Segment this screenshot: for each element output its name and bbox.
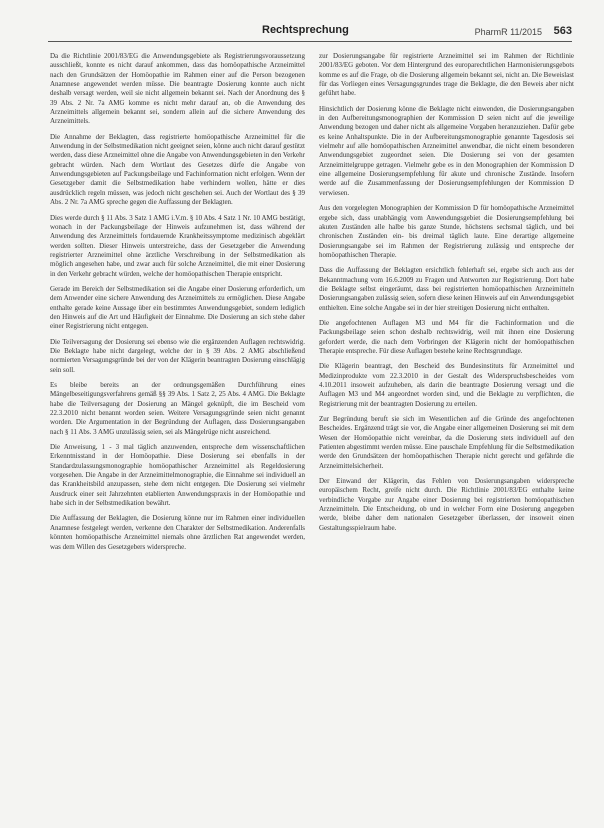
paragraph: Die Auffassung der Beklagten, die Dosierung könne nur im Rahmen einer individuellen Anamnese festgelegt werden, verkenne den Charakter der Selbstmedikation. Anderenfalls könnten homöopathische Arzneimittel niemals ohne ärztlichen Rat angewendet werden, was dem Willen des Gesetzgebers widerspreche. xyxy=(50,514,305,551)
paragraph: zur Dosierungsangabe für registrierte Arzneimittel sei im Rahmen der Richtlinie 2001/83/EG geboten. Vor dem Hintergrund des europarechtlichen Harmonisierungsgebots komme es auf die Frage, ob die Dosierung allgemein bekannt sei, nicht an. Die Beweislast für das Vorliegen eines Versagungsgrundes trage die Beklagte, die den Beweis aber nicht geführt habe. xyxy=(319,52,574,98)
paragraph: Da die Richtlinie 2001/83/EG die Anwendungsgebiete als Registrierungsvoraussetzung ausschließt, konnte es nicht darauf ankommen, dass das homöopathische Arzneimittel nach den Grundsätzen der Homöopathie im Rahmen einer auf die Person bezogenen Anamnese angewendet werden müsse. Die beantragte Dosierung konnte auch nicht deshalb versagt werden, weil sie nicht allgemein bekannt sei. Nach der Anordnung des § 39 Abs. 2 Nr. 7a AMG komme es nicht mehr darauf an, ob die Anwendung des Arzneimittels allgemein bekannt sei, sondern allein auf die sichere Anwendung des Arzneimittels. xyxy=(50,52,305,126)
paragraph: Dass die Auffassung der Beklagten ersichtlich fehlerhaft sei, ergebe sich auch aus der Bekanntmachung vom 16.6.2009 zu Fragen und Antworten zur Registrierung. Dort habe die Beklagte selbst eingeräumt, dass bei registrierten homöopathischen Arzneimitteln Dosierungsangaben zulässig seien, sofern diese keinen Hinweis auf ein Anwendungsgebiet enthielten. Eine solche Angabe sei in der hier streitigen Dosierung nicht enthalten. xyxy=(319,266,574,312)
paragraph: Zur Begründung beruft sie sich im Wesentlichen auf die Gründe des angefochtenen Bescheides. Ergänzend trägt sie vor, die Angabe einer allgemeinen Dosierung sei mit dem Wesen der Homöopathie nicht vereinbar, da die Dosierung stets individuell auf den Patienten abgestimmt werden müsse. Eine pauschale Empfehlung für die Selbstmedikation werde den Grundsätzen der homöopathischen Therapie nicht gerecht und gefährde die Arzneimittelsicherheit. xyxy=(319,415,574,470)
paragraph: Es bleibe bereits an der ordnungsgemäßen Durchführung eines Mängelbeseitigungsverfahrens gemäß §§ 39 Abs. 1 Satz 2, 25 Abs. 4 AMG. Die Beklagte habe die Teilversagung der Dosierung an Mängel geknüpft, die im Bescheid vom 22.3.2010 nicht benannt worden seien. Weitere Versagungsgründe seien nicht genannt worden. Die Argumentation in der Begründung der Auflagen, dass Dosierungsangaben nach § 11 Abs. 3 AMG unzulässig seien, sei als Mängelrüge nicht ausreichend. xyxy=(50,381,305,436)
section-title: Rechtsprechung xyxy=(262,24,349,36)
paragraph: Gerade im Bereich der Selbstmedikation sei die Angabe einer Dosierung erforderlich, um dem Anwender eine sichere Anwendung des Arzneimittels zu ermöglichen. Diese Angabe enthalte gerade keine Aussage über ein bestimmtes Anwendungsgebiet, sondern lediglich den Hinweis auf die Art und Häufigkeit der Einnahme. Die Dosierung an sich stehe daher einer Registrierung nicht entgegen. xyxy=(50,284,305,331)
page-number: 563 xyxy=(553,25,572,37)
journal-issue: PharmR 11/2015 xyxy=(474,27,542,37)
paragraph: Der Einwand der Klägerin, das Fehlen von Dosierungsangaben widerspreche europäischem Recht, greife nicht durch. Die Richtlinie 2001/83/EG enthalte keine verbindliche Vorgabe zur Angabe einer Dosierung bei registrierten homöopathischen Arzneimitteln. Die Entscheidung, ob und in welcher Form eine Dosierung angegeben werde, bleibe daher dem nationalen Gesetzgeber überlassen, der insoweit einen Gestaltungsspielraum habe. xyxy=(319,477,574,532)
left-column xyxy=(50,52,305,816)
paragraph: Die Teilversagung der Dosierung sei ebenso wie die ergänzenden Auflagen rechtswidrig. Die Beklagte habe nicht dargelegt, welche der in § 39 Abs. 2 AMG abschließend normierten Versagungsgründe bei der von der Klägerin beantragten Dosierung einschlägig sein soll. xyxy=(50,337,305,374)
header-rule xyxy=(48,41,572,42)
paragraph: Die Anweisung, 1 - 3 mal täglich anzuwenden, entspreche dem wissenschaftlichen Erkenntnisstand in der Homöopathie. Diese Dosierung sei ebenfalls in der Standardzulassungsmonographie homöopathischer Arzneimittel als Regeldosierung vorgesehen. Die Angabe in der Arzneimittelmonographie, die Einnahme sei individuell an das Krankheitsbild anzupassen, stehe dem nicht entgegen. Die Dosierung sei vielmehr Ausdruck einer seit Jahrzehnten etablierten Anwendungspraxis in der Homöopathie und habe sich in der Selbstmedikation bewährt. xyxy=(50,443,305,508)
text-columns xyxy=(50,52,574,816)
right-column xyxy=(319,52,574,816)
paragraph: Dies werde durch § 11 Abs. 3 Satz 1 AMG i.V.m. § 10 Abs. 4 Satz 1 Nr. 10 AMG bestätigt, wonach in der Packungsbeilage der Hinweis aufzunehmen ist, dass während der Anwendung des Arzneimittels fortdauernde Krankheitssymptome medizinisch abgeklärt werden sollten. Dieser Hinweis unterstreiche, dass der Gesetzgeber die Anwendung registrierter Arzneimittel ohne ärztliche Verschreibung in der Selbstmedikation als möglich angesehen habe, und zwar auch für solche Arzneimittel, die mit einer Dosierung in den Verkehr gebracht würden, welche der homöopathischen Therapie entspricht. xyxy=(50,213,305,278)
paragraph: Aus den vorgelegten Monographien der Kommission D für homöopathische Arzneimittel ergebe sich, dass unabhängig vom Anwendungsgebiet die Dosierungsempfehlung bei akuten Zuständen alle halbe bis ganze Stunde, höchstens sechsmal täglich, und bei chronischen Zuständen ein- bis dreimal täglich laute. Eine derartige allgemeine Dosierungsangabe sei im Rahmen der Registrierung zulässig und entspreche der homöopathischen Therapie. xyxy=(319,204,574,259)
paragraph: Hinsichtlich der Dosierung könne die Beklagte nicht einwenden, die Dosierungsangaben in den Aufbereitungsmonographien der Kommission D seien nicht auf die jeweilige Anwendung bezogen und daher nicht als allgemeine Vorgaben heranzuziehen. Dafür gebe es keine Anhaltspunkte. Die in der Aufbereitungsmonographie genannte Tagesdosis sei vielmehr auf alle homöopathischen Arzneimittel anwendbar, die nicht einem besonderen Anwendungsgebiet zugeordnet seien. Die Dosierung sei von der gesamten Arzneimittelgruppe getragen. Vielmehr gebe es in den Monographien der Kommission D eine allgemeine Dosierungsempfehlung für akute und chronische Zustände. Insofern werde auf die Zusammenfassung der Dosierungsempfehlungen der Kommission D verwiesen. xyxy=(319,104,574,197)
paragraph: Die Annahme der Beklagten, dass registrierte homöopathische Arzneimittel für die Anwendung in der Selbstmedikation nicht geeignet seien, könne auch nicht darauf gestützt werden, dass diese Arzneimittel ohne die Angabe von Anwendungsgebieten in den Verkehr gebracht würden. Nach dem Wortlaut des Gesetzes dürfe die Angabe von Anwendungsgebieten auf Packungsbeilage und Fachinformation nicht erfolgen. Wenn der Gesetzgeber damit die Selbstmedikation habe verhindern wollen, hätte er dies ausdrücklich regeln müssen, was jedoch nicht geschehen sei. Auch der Wortlaut des § 39 Abs. 2 Nr. 7a AMG spreche gegen die Auffassung der Beklagten. xyxy=(50,132,305,207)
paragraph: Die Klägerin beantragt, den Bescheid des Bundesinstituts für Arzneimittel und Medizinprodukte vom 22.3.2010 in der Gestalt des Widerspruchsbescheides vom 4.10.2011 insoweit aufzuheben, als darin die beantragte Dosierung versagt und die Auflagen M3 und M4 angeordnet worden sind, und die Beklagte zu verpflichten, die Registrierung mit der beantragten Dosierung zu erteilen. xyxy=(319,362,574,408)
paragraph: Die angefochtenen Auflagen M3 und M4 für die Fachinformation und die Packungsbeilage seien schon deshalb rechtswidrig, weil mit ihnen eine Dosierung gefordert werde, die nach dem Vorbringen der Klägerin nicht der homöopathischen Therapie entspreche. Für diese Auflagen bestehe keine Rechtsgrundlage. xyxy=(319,318,574,355)
